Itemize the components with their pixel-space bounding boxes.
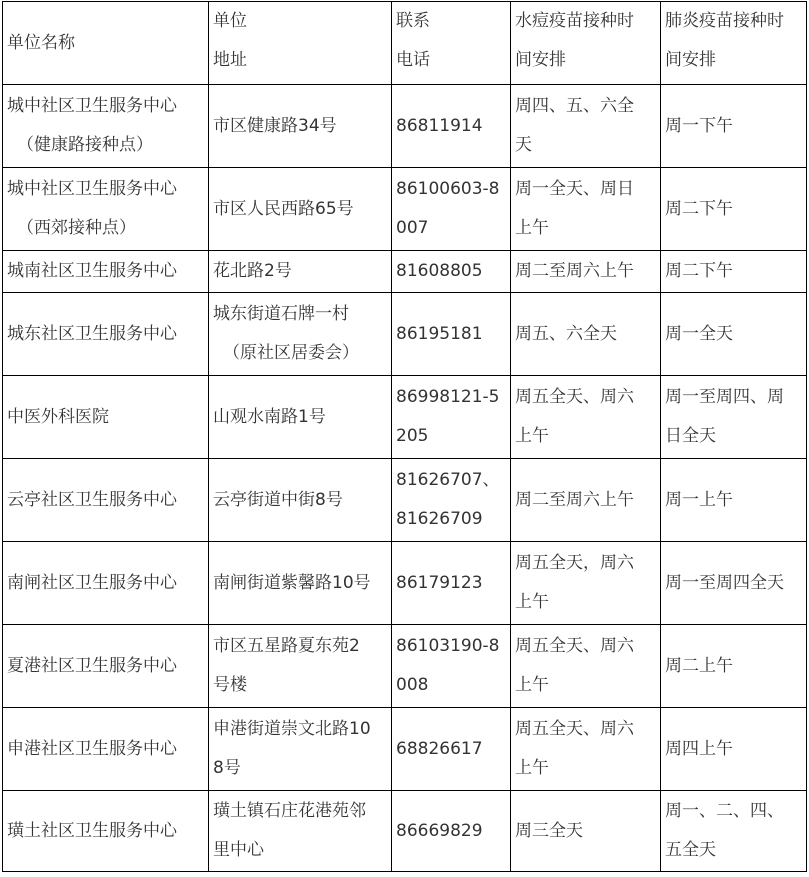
- cell-phone: 86998121-5 205: [392, 376, 511, 459]
- cell-address: 璜土镇石庄花港苑邻 里中心: [209, 791, 392, 872]
- cell-phone: 81626707、 81626709: [392, 459, 511, 542]
- table-row: [3, 708, 807, 791]
- cell-unit-name: 城东社区卫生服务中心: [3, 293, 209, 376]
- cell-unit-name: 夏港社区卫生服务中心: [3, 625, 209, 708]
- table-row: [3, 251, 807, 293]
- table-row: [3, 542, 807, 625]
- cell-varicella: 周四、五、六全 天: [511, 85, 661, 168]
- cell-pneumonia: 周四上午: [661, 708, 807, 791]
- header-contact-phone: 联系 电话: [392, 2, 511, 85]
- cell-address: 花北路2号: [209, 251, 392, 293]
- cell-address: 市区五星路夏东苑2 号楼: [209, 625, 392, 708]
- cell-phone: 81608805: [392, 251, 511, 293]
- cell-pneumonia: 周一至周四、周 日全天: [661, 376, 807, 459]
- cell-address: 山观水南路1号: [209, 376, 392, 459]
- cell-address: 市区健康路34号: [209, 85, 392, 168]
- header-varicella-schedule: 水痘疫苗接种时 间安排: [511, 2, 661, 85]
- cell-varicella: 周五全天、周六 上午: [511, 625, 661, 708]
- cell-pneumonia: 周二下午: [661, 251, 807, 293]
- header-pneumonia-schedule: 肺炎疫苗接种时 间安排: [661, 2, 807, 85]
- cell-varicella: 周五全天，周六 上午: [511, 542, 661, 625]
- cell-varicella: 周五全天、周六 上午: [511, 376, 661, 459]
- cell-phone: 86195181: [392, 293, 511, 376]
- table-row: [3, 459, 807, 542]
- cell-pneumonia: 周二下午: [661, 168, 807, 251]
- cell-unit-name: 城中社区卫生服务中心 （西郊接种点）: [3, 168, 209, 251]
- cell-varicella: 周五全天、周六 上午: [511, 708, 661, 791]
- cell-phone: 86811914: [392, 85, 511, 168]
- cell-varicella: 周二至周六上午: [511, 459, 661, 542]
- cell-address: 城东街道石牌一村 （原社区居委会）: [209, 293, 392, 376]
- header-unit-name: 单位名称: [3, 2, 209, 85]
- cell-pneumonia: 周一上午: [661, 459, 807, 542]
- cell-phone: 68826617: [392, 708, 511, 791]
- cell-address: 申港街道崇文北路10 8号: [209, 708, 392, 791]
- cell-pneumonia: 周一、二、四、 五全天: [661, 791, 807, 872]
- table-row: [3, 625, 807, 708]
- cell-pneumonia: 周一至周四全天: [661, 542, 807, 625]
- cell-phone: 86100603-8 007: [392, 168, 511, 251]
- cell-phone: 86179123: [392, 542, 511, 625]
- cell-unit-name: 云亭社区卫生服务中心: [3, 459, 209, 542]
- cell-varicella: 周一全天、周日 上午: [511, 168, 661, 251]
- cell-unit-name: 申港社区卫生服务中心: [3, 708, 209, 791]
- cell-pneumonia: 周一下午: [661, 85, 807, 168]
- table-row: [3, 376, 807, 459]
- cell-address: 云亭街道中街8号: [209, 459, 392, 542]
- cell-address: 市区人民西路65号: [209, 168, 392, 251]
- table-row: [3, 168, 807, 251]
- table-row: [3, 85, 807, 168]
- cell-varicella: 周二至周六上午: [511, 251, 661, 293]
- cell-unit-name: 城中社区卫生服务中心 （健康路接种点）: [3, 85, 209, 168]
- table-row: [3, 293, 807, 376]
- cell-address: 南闸街道紫馨路10号: [209, 542, 392, 625]
- cell-varicella: 周三全天: [511, 791, 661, 872]
- cell-unit-name: 璜土社区卫生服务中心: [3, 791, 209, 872]
- header-unit-address: 单位 地址: [209, 2, 392, 85]
- cell-unit-name: 城南社区卫生服务中心: [3, 251, 209, 293]
- vaccination-schedule-table: [2, 1, 807, 872]
- cell-varicella: 周五、六全天: [511, 293, 661, 376]
- cell-phone: 86669829: [392, 791, 511, 872]
- table-row: [3, 791, 807, 872]
- cell-unit-name: 南闸社区卫生服务中心: [3, 542, 209, 625]
- cell-unit-name: 中医外科医院: [3, 376, 209, 459]
- cell-phone: 86103190-8 008: [392, 625, 511, 708]
- cell-pneumonia: 周二上午: [661, 625, 807, 708]
- cell-pneumonia: 周一全天: [661, 293, 807, 376]
- table-header-row: [3, 2, 807, 85]
